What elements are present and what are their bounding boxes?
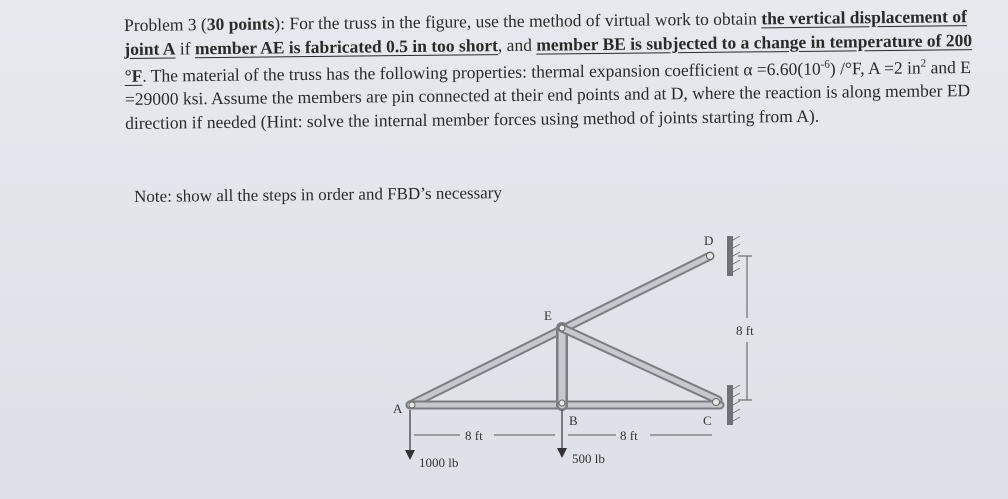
load-label-a: 1000 lb: [419, 455, 459, 470]
problem-points: 30 points: [206, 13, 275, 35]
note-text: Note: show all the steps in order and FBD’s necessary: [134, 183, 502, 206]
problem-text-3: , and: [497, 34, 537, 55]
problem-text-1: ): For the truss in the figure, use the method of virtual work to obtain: [274, 8, 762, 34]
pin-a: [409, 402, 415, 408]
problem-lead: Problem 3 (: [124, 14, 207, 35]
dimension-bc: 8 ft: [620, 428, 638, 443]
label-joint-e: E: [544, 308, 552, 323]
wall-support-c: [727, 385, 740, 425]
label-joint-a: A: [393, 401, 403, 416]
area-exponent: 2: [920, 57, 927, 70]
problem-text-6: and E =29000 ksi. Assume the members are pin connected at their end points and at D, where the reaction is along member ED direction if needed (Hint: solve the internal member forces using method of joints starting from A).: [124, 56, 972, 133]
load-arrowhead-b: [557, 448, 567, 458]
problem-text-2: if: [175, 37, 195, 58]
problem-text-5: ) /°F, A =2 in: [829, 57, 921, 79]
emphasis-member-be: member BE is subjected to a change in temperature of 200 °F: [124, 29, 973, 86]
dimension-cd: 8 ft: [736, 323, 754, 338]
exponent: -6: [820, 58, 830, 71]
problem-text-4: . The material of the truss has the following properties: thermal expansion coefficient α =6.60(10: [142, 58, 821, 86]
load-arrowhead-a: [405, 450, 415, 460]
load-label-b: 500 lb: [572, 451, 605, 466]
pin-d: [707, 253, 714, 260]
emphasis-vertical-displacement: the vertical displacement of joint A: [124, 6, 967, 59]
pin-e: [559, 325, 565, 331]
pin-b: [559, 400, 565, 406]
label-joint-d: D: [704, 233, 714, 248]
dimension-ab: 8 ft: [465, 428, 483, 443]
pin-c: [713, 399, 720, 406]
label-joint-b: B: [569, 413, 578, 428]
emphasis-member-ae: member AE is fabricated 0.5 in too short: [194, 34, 498, 58]
member-ec-inner: [562, 328, 718, 400]
label-joint-c: C: [703, 413, 712, 428]
